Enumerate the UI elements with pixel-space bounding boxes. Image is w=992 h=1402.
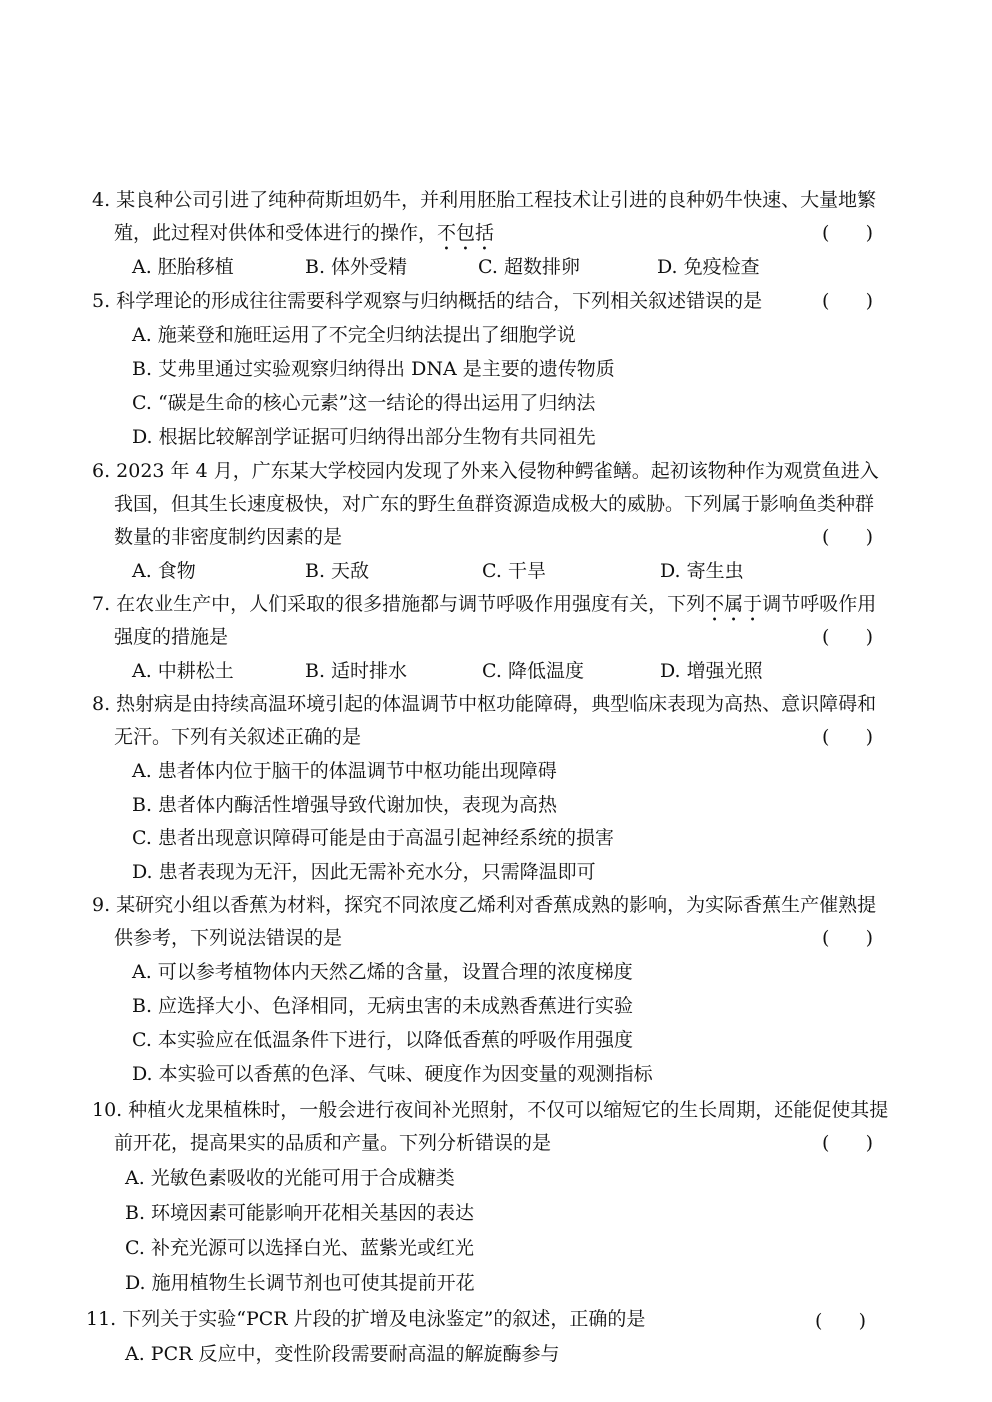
q6-option-d: D. 寄生虫 xyxy=(660,560,744,582)
q10-option-b: B. 环境因素可能影响开花相关基因的表达 xyxy=(125,1202,475,1224)
q5-option-b: B. 艾弗里通过实验观察归纳得出 DNA 是主要的遗传物质 xyxy=(132,358,615,380)
q4-option-c: C. 超数排卵 xyxy=(478,256,580,278)
q11-answer-bracket: ( ) xyxy=(815,1310,867,1332)
q10-stem-line1: 10. 种植火龙果植株时，一般会进行夜间补光照射，不仅可以缩短它的生长周期，还能促使其提 xyxy=(92,1099,889,1121)
q9-option-a: A. 可以参考植物体内天然乙烯的含量，设置合理的浓度梯度 xyxy=(132,961,633,983)
q7-stem-line2: 强度的措施是 xyxy=(114,626,229,648)
q4-option-d: D. 免疫检查 xyxy=(657,256,760,278)
q7-stem-line1 xyxy=(92,592,882,626)
q6-stem-line1: 6. 2023 年 4 月，广东某大学校园内发现了外来入侵物种鳄雀鳝。起初该物种作为观赏鱼进入 xyxy=(92,460,879,482)
q6-answer-bracket: ( ) xyxy=(822,526,874,548)
q6-option-a: A. 食物 xyxy=(132,560,196,582)
q6-stem-line3: 数量的非密度制约因素的是 xyxy=(114,526,343,548)
q7-stem-text: 7. 在农业生产中，人们采取的很多措施都与调节呼吸作用强度有关，下列 xyxy=(92,593,706,615)
q7-option-a: A. 中耕松土 xyxy=(132,660,234,682)
q4-stem-line1: 4. 某良种公司引进了纯种荷斯坦奶牛，并利用胚胎工程技术让引进的良种奶牛快速、大量地繁 xyxy=(92,189,877,211)
q10-option-c: C. 补充光源可以选择白光、蓝紫光或红光 xyxy=(125,1237,474,1259)
q5-stem-line1: 5. 科学理论的形成往往需要科学观察与归纳概括的结合，下列相关叙述错误的是 xyxy=(92,290,763,312)
q10-option-d: D. 施用植物生长调节剂也可使其提前开花 xyxy=(125,1272,475,1294)
q8-option-a: A. 患者体内位于脑干的体温调节中枢功能出现障碍 xyxy=(132,760,557,782)
q7-stem-text-end: 调节呼吸作用 xyxy=(762,593,877,615)
q6-stem-line2: 我国，但其生长速度极快，对广东的野生鱼群资源造成极大的威胁。下列属于影响鱼类种群 xyxy=(114,493,875,515)
q6-option-c: C. 干旱 xyxy=(482,560,546,582)
q10-stem-line2: 前开花，提高果实的品质和产量。下列分析错误的是 xyxy=(114,1132,552,1154)
q6-option-b: B. 天敌 xyxy=(305,560,370,582)
q8-option-c: C. 患者出现意识障碍可能是由于高温引起神经系统的损害 xyxy=(132,827,614,849)
q4-option-a: A. 胚胎移植 xyxy=(132,256,234,278)
q4-option-b: B. 体外受精 xyxy=(305,256,408,278)
q8-option-b: B. 患者体内酶活性增强导致代谢加快，表现为高热 xyxy=(132,794,558,816)
q11-option-a: A. PCR 反应中，变性阶段需要耐高温的解旋酶参与 xyxy=(125,1343,560,1365)
q5-option-c: C. “碳是生命的核心元素”这一结论的得出运用了归纳法 xyxy=(132,392,596,414)
q5-option-d: D. 根据比较解剖学证据可归纳得出部分生物有共同祖先 xyxy=(132,426,596,448)
q5-option-a: A. 施莱登和施旺运用了不完全归纳法提出了细胞学说 xyxy=(132,324,576,346)
q10-option-a: A. 光敏色素吸收的光能可用于合成糖类 xyxy=(125,1167,455,1189)
q4-stem-line2 xyxy=(114,221,814,255)
q7-option-c: C. 降低温度 xyxy=(482,660,584,682)
q8-stem-line1: 8. 热射病是由持续高温环境引起的体温调节中枢功能障碍，典型临床表现为高热、意识障碍和 xyxy=(92,693,877,715)
q10-answer-bracket: ( ) xyxy=(822,1132,874,1154)
q9-option-b: B. 应选择大小、色泽相同，无病虫害的未成熟香蕉进行实验 xyxy=(132,995,634,1017)
q9-answer-bracket: ( ) xyxy=(822,927,874,949)
q9-option-d: D. 本实验可以香蕉的色泽、气味、硬度作为因变量的观测指标 xyxy=(132,1063,653,1085)
q9-stem-line1: 9. 某研究小组以香蕉为材料，探究不同浓度乙烯利对香蕉成熟的影响，为实际香蕉生产催熟提 xyxy=(92,894,877,916)
q4-emphasis: 不包括 xyxy=(437,222,495,244)
q4-answer-bracket: ( ) xyxy=(822,222,874,244)
q8-option-d: D. 患者表现为无汗，因此无需补充水分，只需降温即可 xyxy=(132,861,596,883)
q11-stem-line1: 11. 下列关于实验“PCR 片段的扩增及电泳鉴定”的叙述，正确的是 xyxy=(86,1308,646,1330)
q7-emphasis: 不属于 xyxy=(705,593,763,615)
q9-option-c: C. 本实验应在低温条件下进行，以降低香蕉的呼吸作用强度 xyxy=(132,1029,633,1051)
q4-stem-text: 殖，此过程对供体和受体进行的操作， xyxy=(114,222,438,244)
q7-option-d: D. 增强光照 xyxy=(660,660,763,682)
q5-answer-bracket: ( ) xyxy=(822,290,874,312)
q9-stem-line2: 供参考，下列说法错误的是 xyxy=(114,927,343,949)
q7-answer-bracket: ( ) xyxy=(822,626,874,648)
q8-stem-line2: 无汗。下列有关叙述正确的是 xyxy=(114,726,362,748)
q8-answer-bracket: ( ) xyxy=(822,726,874,748)
q7-option-b: B. 适时排水 xyxy=(305,660,408,682)
